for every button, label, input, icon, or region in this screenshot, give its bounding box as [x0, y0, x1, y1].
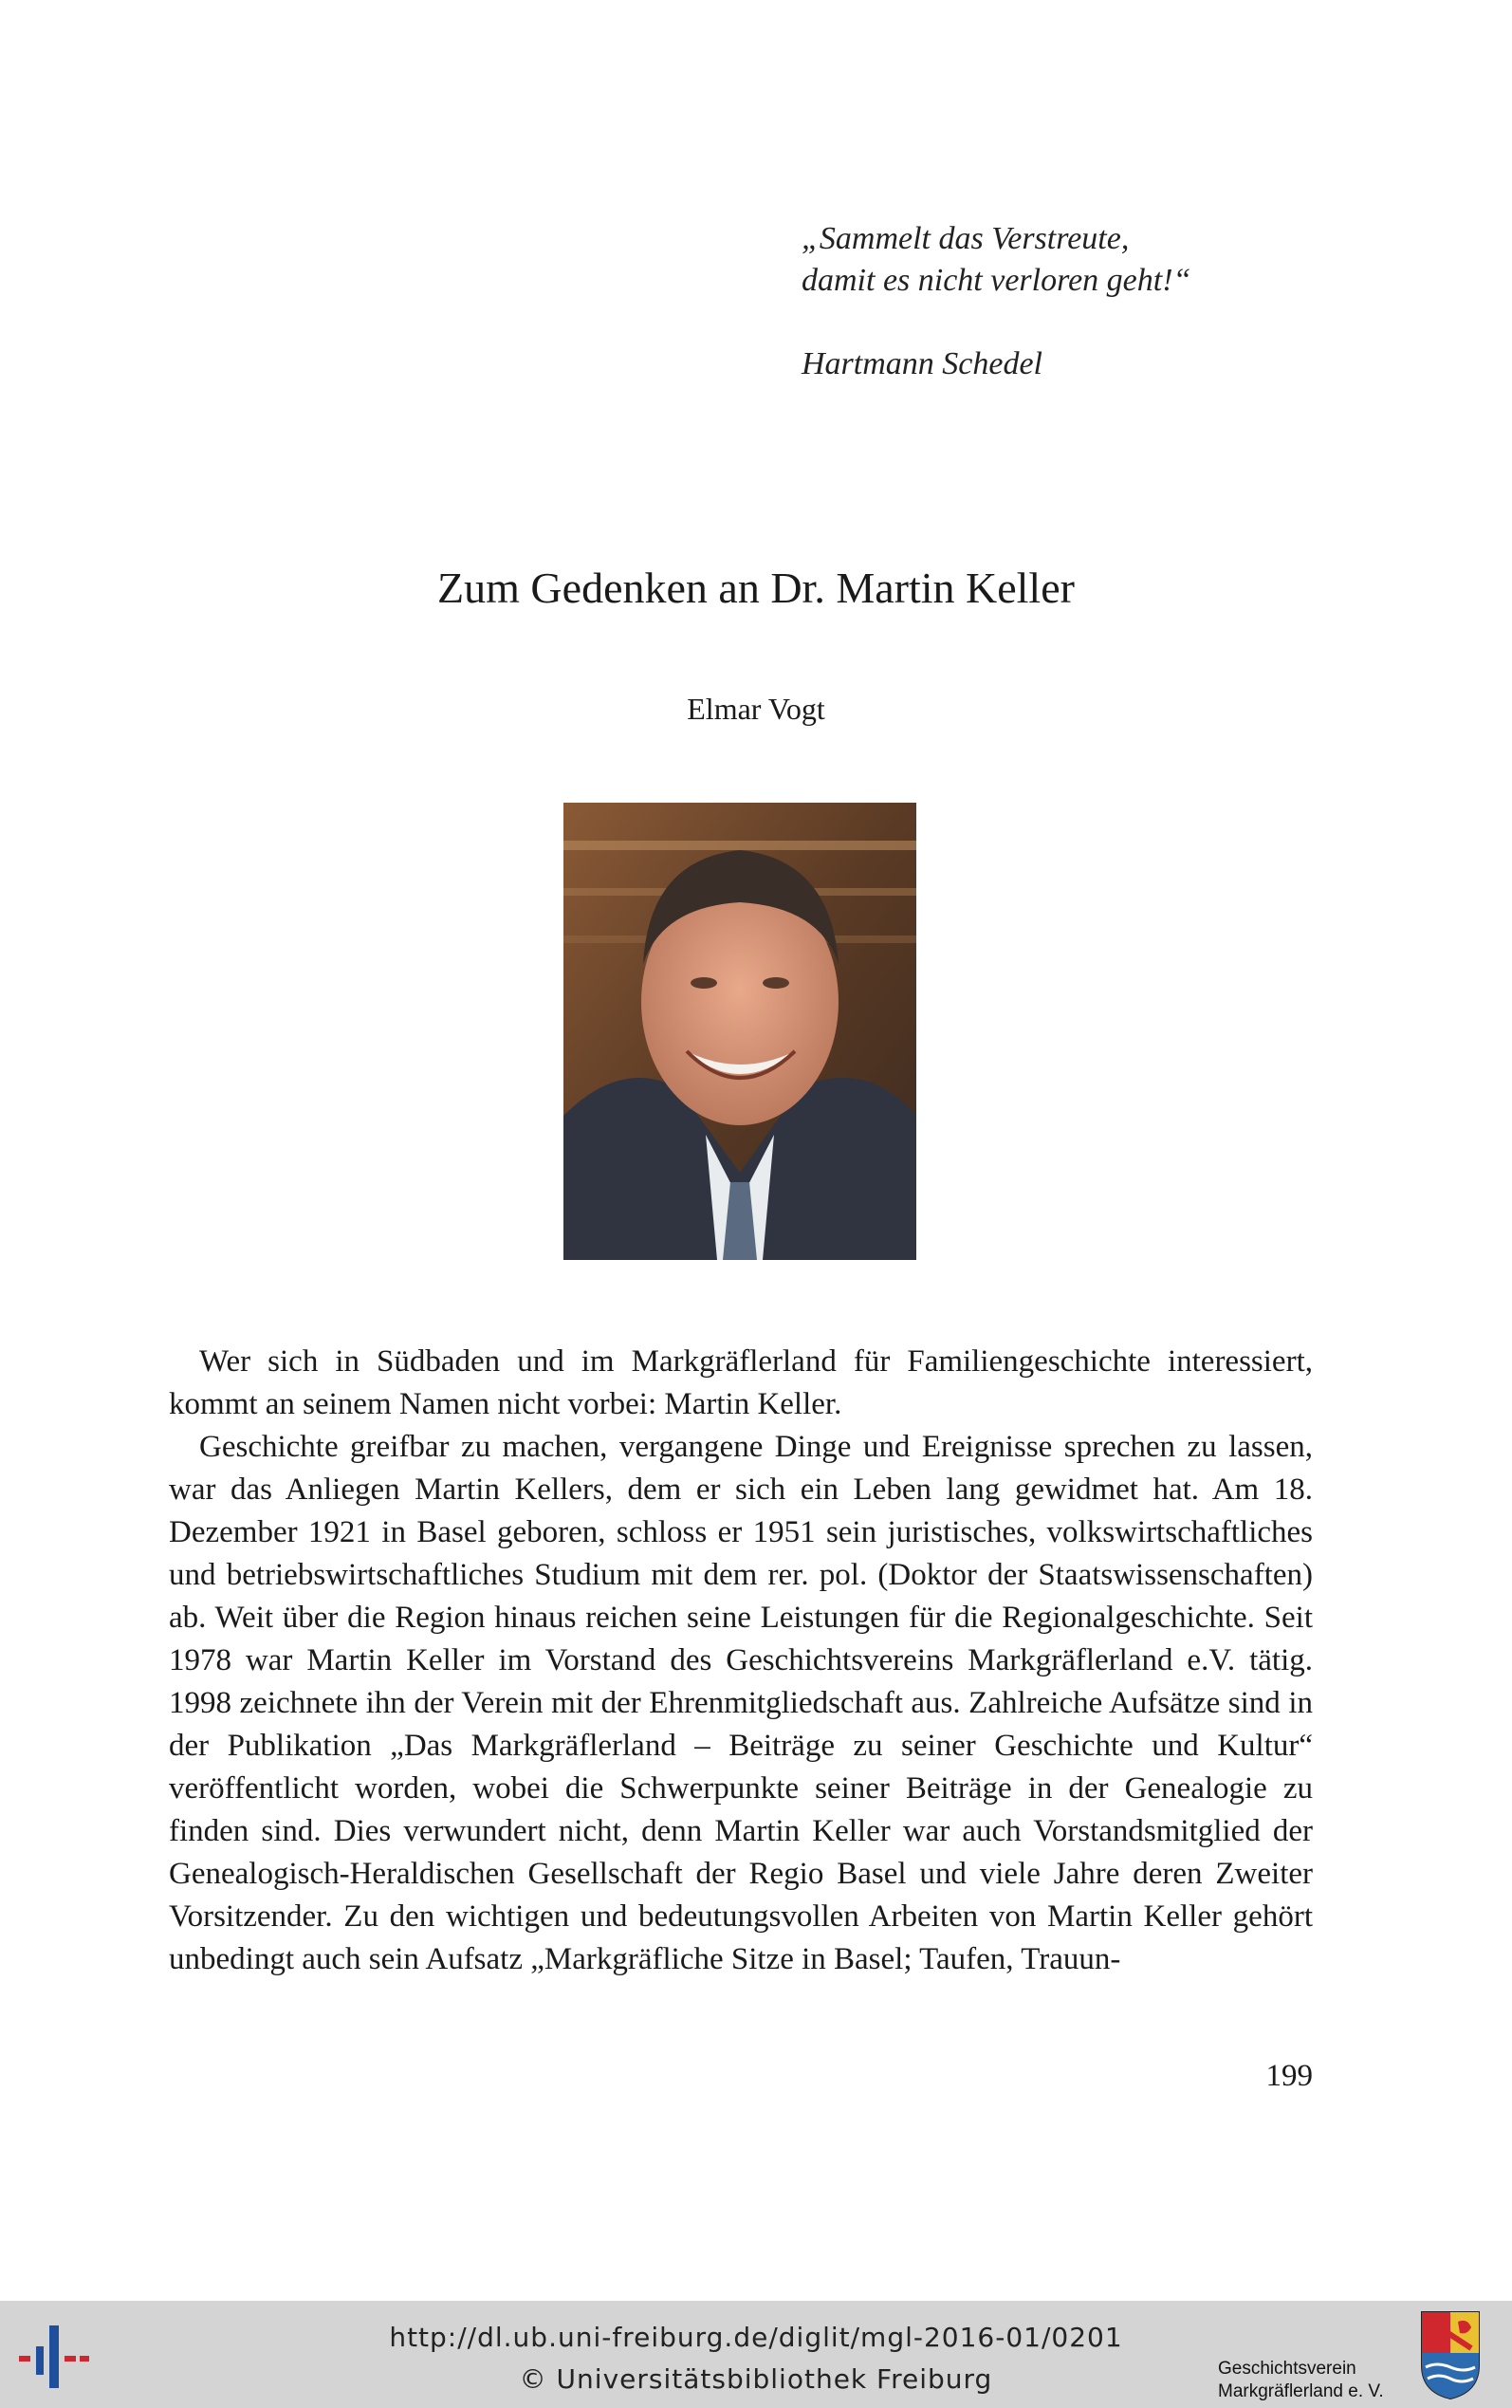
page-number: 199 — [1265, 2059, 1313, 2093]
society-name — [1218, 2358, 1427, 2403]
epigraph-line-2: damit es nicht verloren geht!“ — [802, 263, 1191, 298]
body-paragraph-1: Wer sich in Südbaden und im Markgräflerland für Familiengeschichte interessiert, kommt an seinem Namen nicht vorbei: Martin Keller. — [169, 1344, 1313, 1421]
copyright-notice: © Universitätsbibliothek Freiburg — [519, 2363, 993, 2395]
article-body — [169, 1341, 1313, 1981]
epigraph-line-1: „Sammelt das Verstreute, — [802, 221, 1130, 256]
epigraph-attribution: Hartmann Schedel — [802, 346, 1043, 381]
document-url-link[interactable]: http://dl.ub.uni-freiburg.de/diglit/mgl-2016-01/0201 — [389, 2322, 1123, 2353]
coat-of-arms-icon — [1420, 2310, 1481, 2400]
epigraph — [802, 218, 1333, 385]
society-name-line-2: Markgräflerland e. V. — [1218, 2381, 1384, 2401]
digital-library-footer — [0, 2301, 1512, 2408]
article-title: Zum Gedenken an Dr. Martin Keller — [437, 564, 1075, 612]
society-name-line-1: Geschichtsverein — [1218, 2359, 1356, 2379]
article-author: Elmar Vogt — [687, 692, 825, 726]
body-paragraph-2: Geschichte greifbar zu machen, vergangene Dinge und Ereignisse sprechen zu lassen, war das Anliegen Martin Kellers, dem er sich ein Leben lang gewidmet hat. Am 18. Dezember 1921 in Basel geboren, schloss er 1951 sein juristisches, volkswirtschaftliches und betriebswirtschaftliches Studium mit dem rer. pol. (Doktor der Staatswissenschaften) ab. Weit über die Region hinaus reichen seine Leistungen für die Regionalgeschichte. Seit 1978 war Martin Keller im Vorstand des Geschichtsvereins Markgräflerland e.V. tätig. 1998 zeichnete ihn der Verein mit der Ehrenmitgliedschaft aus. Zahlreiche Aufsätze sind in der Publikation „Das Markgräflerland – Beiträge zu seiner Geschichte und Kultur“ veröffentlicht worden, wobei die Schwerpunkte seiner Beiträge in der Genealogie zu finden sind. Dies verwundert nicht, denn Martin Keller war auch Vorstandsmitglied der Genealogisch-Heraldischen Gesellschaft der Regio Basel und viele Jahre deren Zweiter Vorsitzender. Zu den wichtigen und bedeutungsvollen Arbeiten von Martin Keller gehört unbedingt auch sein Aufsatz „Markgräfliche Sitze in Basel; Taufen, Trauun- — [169, 1430, 1313, 1976]
portrait-illustration — [563, 803, 916, 1260]
portrait-photo — [563, 803, 916, 1260]
